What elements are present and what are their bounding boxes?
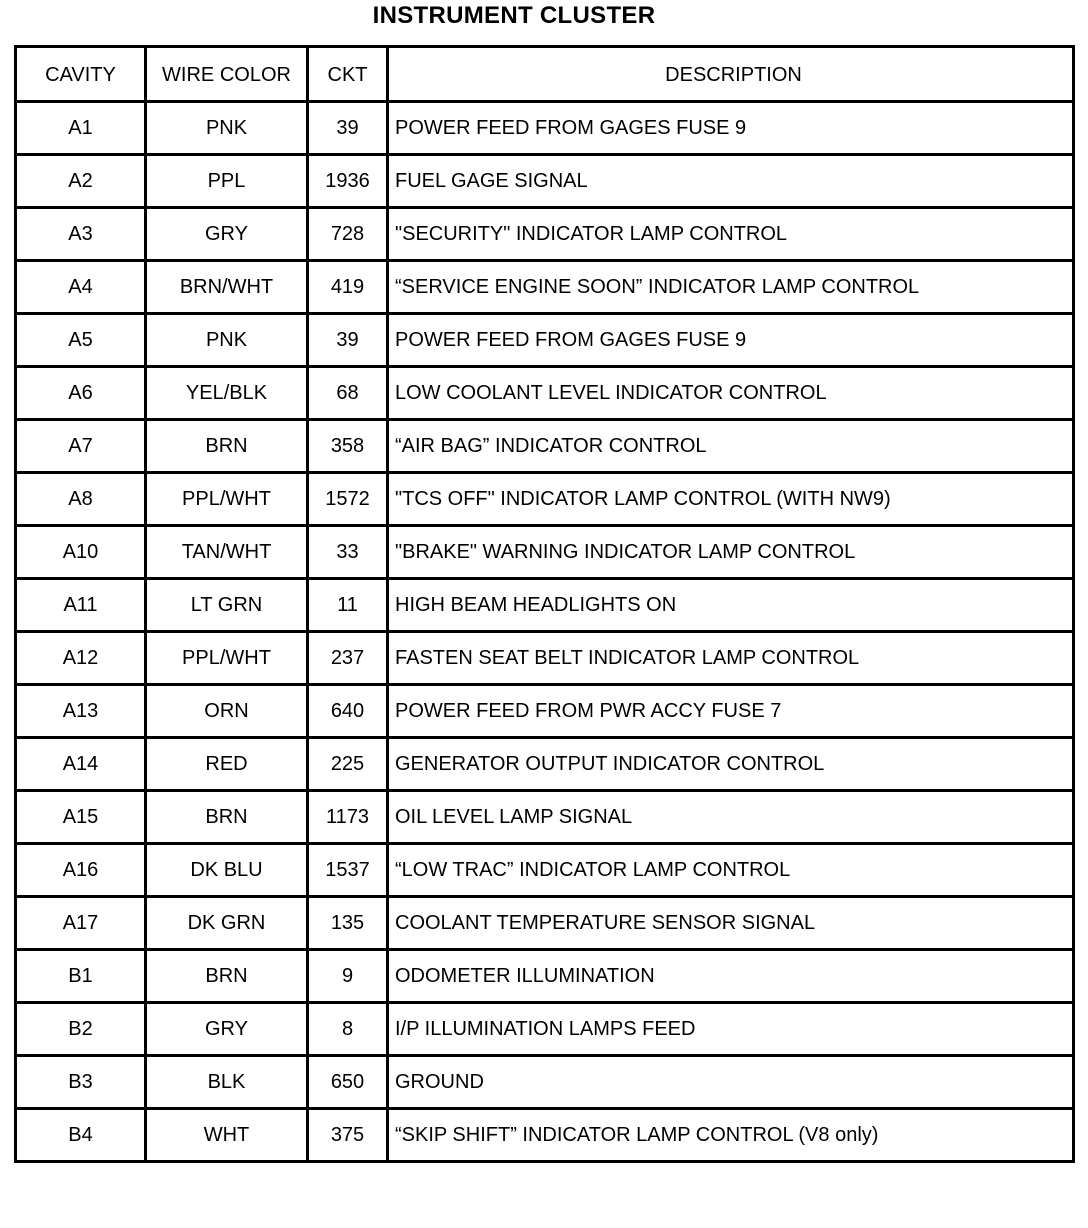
ckt-cell: 68 <box>308 367 388 420</box>
cavity-cell: A10 <box>16 526 146 579</box>
description-cell: "SECURITY" INDICATOR LAMP CONTROL <box>388 208 1074 261</box>
description-cell: “AIR BAG” INDICATOR CONTROL <box>388 420 1074 473</box>
cavity-cell: A2 <box>16 155 146 208</box>
description-cell: “SKIP SHIFT” INDICATOR LAMP CONTROL (V8 only) <box>388 1109 1074 1162</box>
description-cell: “LOW TRAC” INDICATOR LAMP CONTROL <box>388 844 1074 897</box>
wire-color-cell: YEL/BLK <box>146 367 308 420</box>
cavity-cell: B4 <box>16 1109 146 1162</box>
table-row <box>16 738 1074 791</box>
table-row <box>16 314 1074 367</box>
ckt-cell: 225 <box>308 738 388 791</box>
ckt-cell: 1936 <box>308 155 388 208</box>
table-row <box>16 261 1074 314</box>
cavity-cell: A16 <box>16 844 146 897</box>
table-header <box>16 47 1074 102</box>
table-row <box>16 791 1074 844</box>
wire-color-cell: DK GRN <box>146 897 308 950</box>
cavity-cell: A4 <box>16 261 146 314</box>
table-row <box>16 102 1074 155</box>
wire-color-cell: BRN/WHT <box>146 261 308 314</box>
header-description: DESCRIPTION <box>388 47 1074 102</box>
wire-color-cell: GRY <box>146 1003 308 1056</box>
ckt-cell: 39 <box>308 314 388 367</box>
table-row <box>16 367 1074 420</box>
wire-color-cell: LT GRN <box>146 579 308 632</box>
description-cell: ODOMETER ILLUMINATION <box>388 950 1074 1003</box>
table-row <box>16 526 1074 579</box>
table-row <box>16 420 1074 473</box>
cavity-cell: A14 <box>16 738 146 791</box>
description-cell: “SERVICE ENGINE SOON” INDICATOR LAMP CONTROL <box>388 261 1074 314</box>
wire-color-cell: RED <box>146 738 308 791</box>
table-row <box>16 155 1074 208</box>
cavity-cell: B1 <box>16 950 146 1003</box>
cavity-cell: B3 <box>16 1056 146 1109</box>
ckt-cell: 375 <box>308 1109 388 1162</box>
description-cell: "BRAKE" WARNING INDICATOR LAMP CONTROL <box>388 526 1074 579</box>
wire-color-cell: GRY <box>146 208 308 261</box>
description-cell: POWER FEED FROM GAGES FUSE 9 <box>388 102 1074 155</box>
wire-color-cell: BRN <box>146 791 308 844</box>
cavity-cell: A5 <box>16 314 146 367</box>
ckt-cell: 1537 <box>308 844 388 897</box>
header-ckt: CKT <box>308 47 388 102</box>
description-cell: OIL LEVEL LAMP SIGNAL <box>388 791 1074 844</box>
table-row <box>16 897 1074 950</box>
wire-color-cell: PPL <box>146 155 308 208</box>
page-title: INSTRUMENT CLUSTER <box>372 2 656 29</box>
connector-table <box>14 45 1075 1163</box>
ckt-cell: 9 <box>308 950 388 1003</box>
ckt-cell: 39 <box>308 102 388 155</box>
description-cell: FUEL GAGE SIGNAL <box>388 155 1074 208</box>
description-cell: HIGH BEAM HEADLIGHTS ON <box>388 579 1074 632</box>
cavity-cell: A17 <box>16 897 146 950</box>
cavity-cell: A12 <box>16 632 146 685</box>
ckt-cell: 419 <box>308 261 388 314</box>
cavity-cell: A13 <box>16 685 146 738</box>
table-row <box>16 632 1074 685</box>
cavity-cell: A11 <box>16 579 146 632</box>
wire-color-cell: PPL/WHT <box>146 632 308 685</box>
ckt-cell: 237 <box>308 632 388 685</box>
wire-color-cell: PPL/WHT <box>146 473 308 526</box>
ckt-cell: 8 <box>308 1003 388 1056</box>
wire-color-cell: TAN/WHT <box>146 526 308 579</box>
table-row <box>16 1109 1074 1162</box>
description-cell: COOLANT TEMPERATURE SENSOR SIGNAL <box>388 897 1074 950</box>
ckt-cell: 135 <box>308 897 388 950</box>
description-cell: LOW COOLANT LEVEL INDICATOR CONTROL <box>388 367 1074 420</box>
table-row <box>16 1003 1074 1056</box>
wire-color-cell: PNK <box>146 102 308 155</box>
ckt-cell: 650 <box>308 1056 388 1109</box>
header-row <box>16 47 1074 102</box>
ckt-cell: 640 <box>308 685 388 738</box>
wire-color-cell: BLK <box>146 1056 308 1109</box>
ckt-cell: 358 <box>308 420 388 473</box>
cavity-cell: B2 <box>16 1003 146 1056</box>
cavity-cell: A3 <box>16 208 146 261</box>
table-row <box>16 208 1074 261</box>
table-row <box>16 685 1074 738</box>
cavity-cell: A7 <box>16 420 146 473</box>
cavity-cell: A8 <box>16 473 146 526</box>
description-cell: "TCS OFF" INDICATOR LAMP CONTROL (WITH NW9) <box>388 473 1074 526</box>
description-cell: POWER FEED FROM PWR ACCY FUSE 7 <box>388 685 1074 738</box>
description-cell: POWER FEED FROM GAGES FUSE 9 <box>388 314 1074 367</box>
wire-color-cell: WHT <box>146 1109 308 1162</box>
description-cell: I/P ILLUMINATION LAMPS FEED <box>388 1003 1074 1056</box>
ckt-cell: 33 <box>308 526 388 579</box>
wire-color-cell: ORN <box>146 685 308 738</box>
table-row <box>16 1056 1074 1109</box>
table-row <box>16 473 1074 526</box>
table-body <box>16 102 1074 1162</box>
ckt-cell: 1173 <box>308 791 388 844</box>
wire-color-cell: DK BLU <box>146 844 308 897</box>
header-cavity: CAVITY <box>16 47 146 102</box>
cavity-cell: A6 <box>16 367 146 420</box>
table-row <box>16 844 1074 897</box>
wire-color-cell: BRN <box>146 420 308 473</box>
table-row <box>16 950 1074 1003</box>
ckt-cell: 728 <box>308 208 388 261</box>
cavity-cell: A15 <box>16 791 146 844</box>
cavity-cell: A1 <box>16 102 146 155</box>
ckt-cell: 11 <box>308 579 388 632</box>
description-cell: GENERATOR OUTPUT INDICATOR CONTROL <box>388 738 1074 791</box>
ckt-cell: 1572 <box>308 473 388 526</box>
description-cell: GROUND <box>388 1056 1074 1109</box>
wire-color-cell: BRN <box>146 950 308 1003</box>
table-row <box>16 579 1074 632</box>
description-cell: FASTEN SEAT BELT INDICATOR LAMP CONTROL <box>388 632 1074 685</box>
header-wire-color: WIRE COLOR <box>146 47 308 102</box>
wire-color-cell: PNK <box>146 314 308 367</box>
